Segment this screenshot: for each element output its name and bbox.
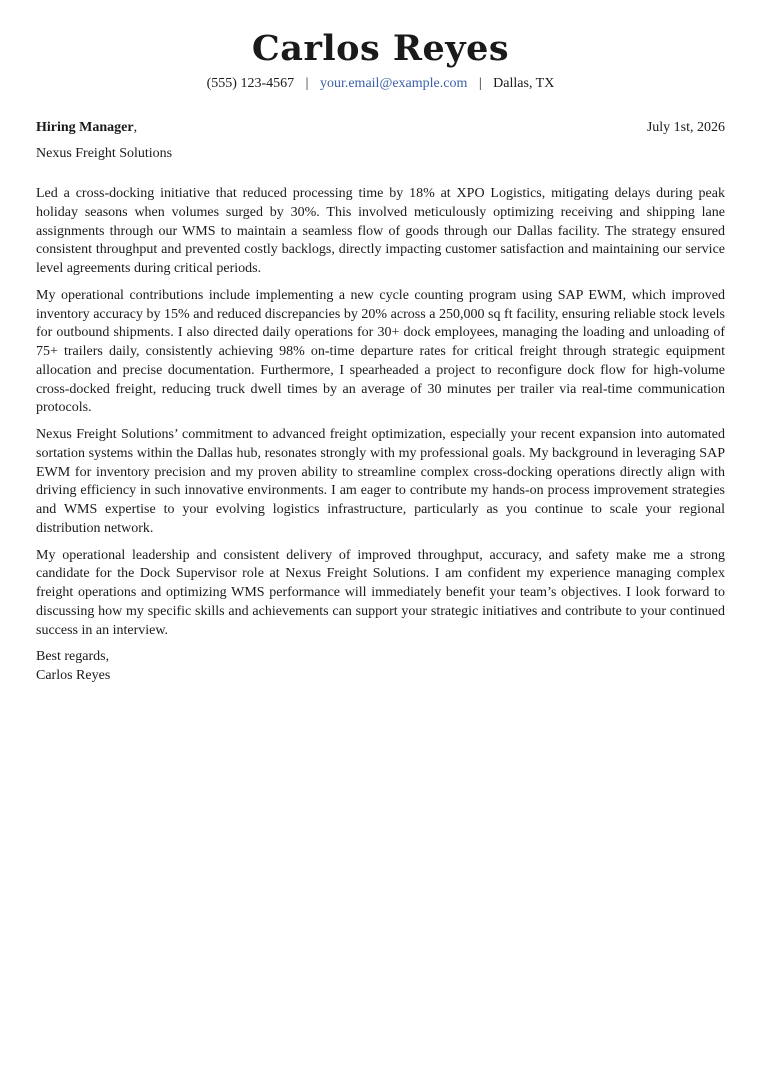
phone-number: (555) 123-4567 (206, 76, 295, 91)
recipient-punctuation: , (133, 120, 138, 135)
contact-line (36, 75, 725, 93)
body-paragraph: My operational leadership and consistent delivery of improved throughput, accuracy, and safety make me a strong candidate for the Dock Supervisor role at Nexus Freight Solutions. I am confident my experience managing complex freight operations and optimizing WMS performance will immediately benefit your team’s objectives. I look forward to discussing how my specific skills and achievements can support your strategic initiatives and contribute to your continued success in an interview. (36, 547, 725, 638)
letter-date: July 1st, 2026 (646, 120, 725, 135)
email-link[interactable]: your.email@example.com (319, 76, 468, 91)
salutation-date-row (36, 119, 725, 137)
letter-body (36, 185, 725, 640)
body-paragraph: My operational contributions include implementing a new cycle counting program using SAP EWM, which improved inventory accuracy by 15% and reduced discrepancies by 20% across a 250,000 sq ft facility, ensuring reliable stock levels for outbound shipments. I also directed daily operations for 30+ dock employees, managing the loading and unloading of 75+ trailers daily, consistently achieving 98% on-time departure rates for critical freight through strategic equipment allocation and precise documentation. Furthermore, I spearheaded a project to reconfigure dock flow for high-volume cross-docked freight, reducing truck dwell times by an average of 30 minutes per trailer via real-time communication protocols. (36, 287, 725, 416)
cover-letter-page (36, 28, 725, 686)
body-paragraph: Led a cross-docking initiative that reduced processing time by 18% at XPO Logistics, mitigating delays during peak holiday seasons when volumes surged by 30%. This involved meticulously optimizing receiving and shipping lane assignments through our WMS to maintain a seamless flow of goods through our Dallas facility. The strategy ensured consistent throughput and prevented costly backlogs, directly impacting customer satisfaction and maintaining our service level agreements during critical periods. (36, 186, 725, 276)
separator: | (305, 76, 309, 91)
recipient (36, 119, 137, 137)
signature-name: Carlos Reyes (36, 668, 111, 683)
recipient-name: Hiring Manager (36, 120, 134, 135)
body-paragraph: Nexus Freight Solutions’ commitment to advanced freight optimization, especially your recent expansion into automated sortation systems within the Dallas hub, resonates strongly with my professional goals. My background in leveraging SAP EWM for inventory precision and my proven ability to streamline complex cross-docking operations directly align with driving efficiency in such innovative environments. I am eager to contribute my hands-on process improvement strategies and WMS expertise to your evolving logistics infrastructure, particularly as you continue to scale your regional distribution network. (36, 427, 725, 536)
closing-block (36, 648, 725, 686)
applicant-name: Carlos Reyes (251, 28, 510, 69)
location: Dallas, TX (493, 76, 555, 91)
closing-phrase: Best regards, (36, 649, 110, 665)
company-name: Nexus Freight Solutions (36, 146, 173, 161)
separator: | (478, 76, 482, 91)
